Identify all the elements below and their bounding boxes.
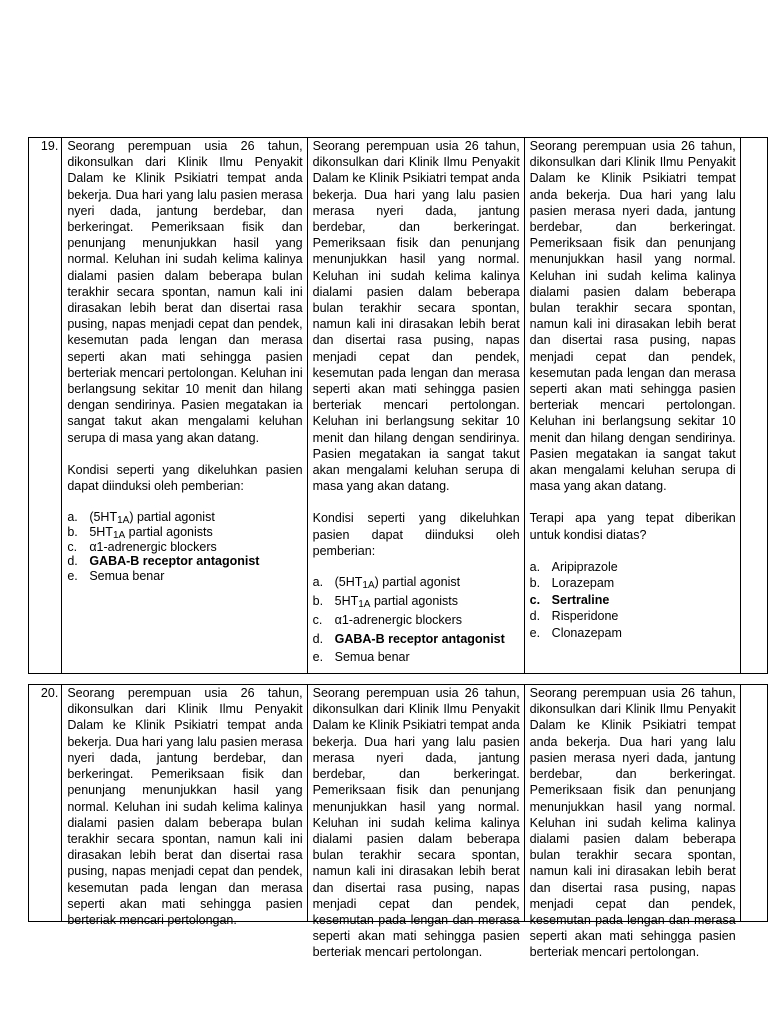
option-d-answer: d. GABA-B receptor antagonist xyxy=(67,554,260,569)
column-revision-1 xyxy=(307,138,524,674)
option-e: e. Clonazepam xyxy=(529,625,622,640)
option-list xyxy=(67,510,302,584)
empty-column xyxy=(740,138,767,674)
question-row-20 xyxy=(29,685,768,922)
option-a: a. Aripiprazole xyxy=(529,559,618,574)
empty-column xyxy=(740,685,767,922)
column-original xyxy=(62,138,307,674)
question-stem: Seorang perempuan usia 26 tahun, dikonsulkan dari Klinik Ilmu Penyakit Dalam ke Klinik Psikiatri tempat anda bekerja. Dua hari yang lalu pasien merasa nyeri dada, jantung berdebar, dan berkeringat. Pemeriksaan fisik dan penunjang menunjukkan hasil yang normal. Keluhan ini sudah kelima kalinya dialami pasien dalam beberapa bulan terakhir secara spontan, namun kali ini dirasakan lebih berat dan disertai rasa pusing, napas menjadi cepat dan pendek, kesemutan pada lengan dan merasa seperti akan mati sehingga pasien berteriak mencari pertolongan. Keluhan ini berlangsung sekitar 10 menit dan hilang dengan sendirinya. Pasien megatakan ia sangat takut akan mengalami keluhan serupa di masa yang akan datang. xyxy=(529,139,736,494)
option-b: b. Lorazepam xyxy=(529,576,615,591)
question-stem: Seorang perempuan usia 26 tahun, dikonsulkan dari Klinik Ilmu Penyakit Dalam ke Klinik Psikiatri tempat anda bekerja. Dua hari yang lalu pasien merasa nyeri dada, jantung berdebar, dan berkeringat. Pemeriksaan fisik dan penunjang menunjukkan hasil yang normal. Keluhan ini sudah kelima kalinya dialami pasien dalam beberapa bulan terakhir secara spontan, namun kali ini dirasakan lebih berat dan disertai rasa pusing, napas menjadi cepat dan pendek, kesemutan pada lengan dan merasa seperti akan mati sehingga pasien berteriak mencari pertolongan. Keluhan ini berlangsung sekitar 10 menit dan hilang dengan sendirinya. Pasien megatakan ia sangat takut akan mengalami keluhan serupa di masa yang akan datang. xyxy=(67,139,303,445)
column-original xyxy=(62,685,307,927)
option-c: c. α1-adrenergic blockers xyxy=(312,613,463,628)
question-number: 19. xyxy=(29,138,62,674)
option-e: e. Semua benar xyxy=(312,650,410,665)
question-stem: Seorang perempuan usia 26 tahun, dikonsulkan dari Klinik Ilmu Penyakit Dalam ke Klinik Psikiatri tempat anda bekerja. Dua hari yang lalu pasien merasa nyeri dada, jantung berdebar, dan berkeringat. Pemeriksaan fisik dan penunjang menunjukkan hasil yang normal. Keluhan ini sudah kelima kalinya dialami pasien dalam beberapa bulan terakhir secara spontan, namun kali ini dirasakan lebih berat dan disertai rasa pusing, napas menjadi cepat dan pendek, kesemutan pada lengan dan merasa seperti akan mati sehingga pasien berteriak mencari pertolongan. xyxy=(529,686,736,960)
question-stem: Seorang perempuan usia 26 tahun, dikonsulkan dari Klinik Ilmu Penyakit Dalam ke Klinik Psikiatri tempat anda bekerja. Dua hari yang lalu pasien merasa nyeri dada, jantung berdebar, dan berkeringat. Pemeriksaan fisik dan penunjang menunjukkan hasil yang normal. Keluhan ini sudah kelima kalinya dialami pasien dalam beberapa bulan terakhir secara spontan, namun kali ini dirasakan lebih berat dan disertai rasa pusing, napas menjadi cepat dan pendek, kesemutan pada lengan dan merasa seperti akan mati sehingga pasien berteriak mencari pertolongan. xyxy=(67,686,303,927)
option-b: b. $5HT_{1A}$ partial agonists xyxy=(312,594,459,611)
option-d: d. Risperidone xyxy=(529,609,619,624)
option-a: a. $(5HT_{1A})$ partial agonist xyxy=(312,575,461,592)
option-c: c. α1-adrenergic blockers xyxy=(67,539,217,554)
option-d-answer: d. GABA-B receptor antagonist xyxy=(312,632,505,647)
option-c-answer: c. Sertraline xyxy=(529,592,610,607)
question-prompt: Kondisi seperti yang dikeluhkan pasien dapat diinduksi oleh pemberian: xyxy=(312,511,520,558)
option-list xyxy=(313,573,520,665)
option-list xyxy=(530,559,736,642)
column-revision-2 xyxy=(524,138,740,674)
question-row-19 xyxy=(29,138,768,674)
column-revision-1 xyxy=(307,685,524,960)
option-b: b. $5HT_{1A}$ partial agonists xyxy=(67,524,213,541)
question-stem: Seorang perempuan usia 26 tahun, dikonsulkan dari Klinik Ilmu Penyakit Dalam ke Klinik Psikiatri tempat anda bekerja. Dua hari yang lalu pasien merasa nyeri dada, jantung berdebar, dan berkeringat. Pemeriksaan fisik dan penunjang menunjukkan hasil yang normal. Keluhan ini sudah kelima kalinya dialami pasien dalam beberapa bulan terakhir secara spontan, namun kali ini dirasakan lebih berat dan disertai rasa pusing, napas menjadi cepat dan pendek, kesemutan pada lengan dan merasa seperti akan mati sehingga pasien berteriak mencari pertolongan. Keluhan ini berlangsung sekitar 10 menit dan hilang dengan sendirinya. Pasien megatakan ia sangat takut akan mengalami keluhan serupa di masa yang akan datang. xyxy=(312,139,520,494)
question-prompt: Terapi apa yang tepat diberikan untuk kondisi diatas? xyxy=(529,511,736,542)
option-a: a. $(5HT_{1A})$ partial agonist xyxy=(67,510,215,527)
question-number: 20. xyxy=(29,685,62,922)
column-revision-2 xyxy=(524,685,740,960)
question-prompt: Kondisi seperti yang dikeluhkan pasien dapat diinduksi oleh pemberian: xyxy=(67,462,303,494)
question-table xyxy=(28,137,768,960)
question-stem: Seorang perempuan usia 26 tahun, dikonsulkan dari Klinik Ilmu Penyakit Dalam ke Klinik Psikiatri tempat anda bekerja. Dua hari yang lalu pasien merasa nyeri dada, jantung berdebar, dan berkeringat. Pemeriksaan fisik dan penunjang menunjukkan hasil yang normal. Keluhan ini sudah kelima kalinya dialami pasien dalam beberapa bulan terakhir secara spontan, namun kali ini dirasakan lebih berat dan disertai rasa pusing, napas menjadi cepat dan pendek, kesemutan pada lengan dan merasa seperti akan mati sehingga pasien berteriak mencari pertolongan. xyxy=(312,686,520,960)
option-e: e. Semua benar xyxy=(67,569,165,584)
